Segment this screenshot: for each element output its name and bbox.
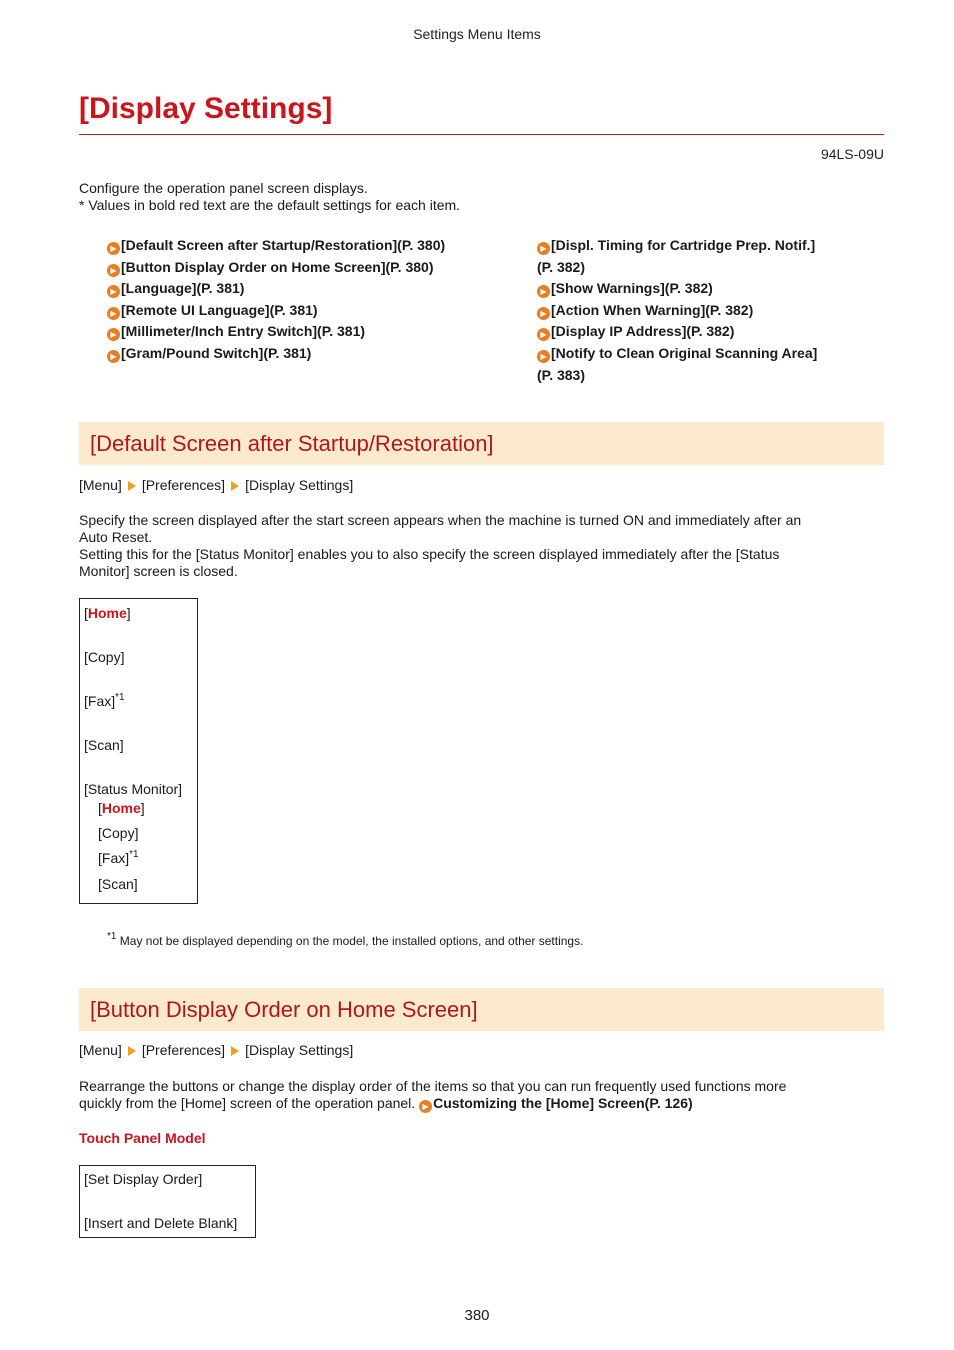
path-arrow-icon (128, 481, 136, 491)
link-cartridge-notif[interactable]: ▶ [Displ. Timing for Cartridge Prep. Notif.] (P. 382) (537, 237, 816, 275)
link-default-screen[interactable]: ▶ [Default Screen after Startup/Restoration](P. 380) (107, 235, 445, 257)
title-divider (79, 134, 884, 135)
link-show-warnings[interactable]: ▶ [Show Warnings](P. 382) (537, 278, 857, 300)
link-remote-ui-language[interactable]: ▶ [Remote UI Language](P. 381) (107, 300, 445, 322)
section2-description: Rearrange the buttons or change the display order of the items so that you can run frequently used functions more quickly from the [Home] screen of the operation panel. ▶ Customizing the [Home] Screen(P. 126) (79, 1078, 787, 1111)
option-status-monitor: [Status Monitor] (84, 781, 183, 797)
intro-text (79, 180, 460, 214)
section1-description: Specify the screen displayed after the start screen appears when the machine is turned ON and immediately after an Auto Reset. Setting this for the [Status Monitor] enables you to also specify the screen displayed immediately after the [Status Monitor] screen is closed. (79, 512, 802, 579)
link-arrow-icon: ▶ (537, 350, 550, 363)
link-arrow-icon: ▶ (107, 307, 120, 320)
path-arrow-icon (231, 1046, 239, 1056)
menu-path: [Menu] [Preferences] [Display Settings] (79, 1042, 354, 1058)
option-home: [Home] (84, 605, 131, 621)
link-arrow-icon: ▶ (419, 1100, 432, 1113)
link-action-when-warning[interactable]: ▶ [Action When Warning](P. 382) (537, 300, 857, 322)
suboption-home: [Home] (98, 800, 145, 816)
link-arrow-icon: ▶ (537, 285, 550, 298)
suboption-scan: [Scan] (98, 876, 138, 892)
link-button-display-order[interactable]: ▶ [Button Display Order on Home Screen](P. 380) (107, 257, 445, 279)
option-scan: [Scan] (84, 737, 124, 753)
page-title: [Display Settings] (79, 92, 333, 125)
page-number: 380 (464, 1307, 490, 1324)
intro-note: * Values in bold red text are the default settings for each item. (79, 197, 461, 213)
option-copy: [Copy] (84, 649, 125, 665)
section-heading-default-screen: [Default Screen after Startup/Restoration] (79, 422, 884, 465)
path-arrow-icon (128, 1046, 136, 1056)
link-language[interactable]: ▶ [Language](P. 381) (107, 278, 445, 300)
document-id: 94LS-09U (820, 146, 884, 162)
link-display-ip[interactable]: ▶ [Display IP Address](P. 382) (537, 321, 857, 343)
footnote: $^{*1}$ May not be displayed depending on the model, the installed options, and other settings. (107, 931, 584, 948)
section-heading-button-order: [Button Display Order on Home Screen] (79, 988, 884, 1031)
link-gram-pound[interactable]: ▶ [Gram/Pound Switch](P. 381) (107, 343, 445, 365)
options-box (79, 598, 198, 904)
link-arrow-icon: ▶ (537, 307, 550, 320)
option-set-display-order: [Set Display Order] (84, 1171, 203, 1187)
link-list-left (107, 235, 445, 365)
suboption-fax: [Fax]$^{*1}$ (98, 849, 139, 866)
link-customizing-home[interactable]: ▶ Customizing the [Home] Screen(P. 126) (419, 1095, 693, 1111)
options-box (79, 1165, 256, 1238)
running-header: Settings Menu Items (413, 26, 541, 42)
menu-path: [Menu] [Preferences] [Display Settings] (79, 477, 354, 493)
link-list-right (537, 235, 857, 386)
link-arrow-icon: ▶ (107, 242, 120, 255)
link-arrow-icon: ▶ (537, 328, 550, 341)
path-arrow-icon (231, 481, 239, 491)
link-arrow-icon: ▶ (107, 264, 120, 277)
link-arrow-icon: ▶ (107, 285, 120, 298)
link-arrow-icon: ▶ (107, 350, 120, 363)
link-arrow-icon: ▶ (537, 242, 550, 255)
link-millimeter-inch[interactable]: ▶ [Millimeter/Inch Entry Switch](P. 381) (107, 321, 445, 343)
intro-line: Configure the operation panel screen displays. (79, 180, 368, 196)
subheading-touch-panel: Touch Panel Model (79, 1130, 206, 1146)
link-notify-clean[interactable]: ▶ [Notify to Clean Original Scanning Area] (P. 383) (537, 344, 818, 383)
suboption-copy: [Copy] (98, 825, 139, 841)
option-fax: [Fax]$^{*1}$ (84, 692, 125, 709)
link-arrow-icon: ▶ (107, 328, 120, 341)
option-insert-delete-blank: [Insert and Delete Blank] (84, 1215, 238, 1231)
